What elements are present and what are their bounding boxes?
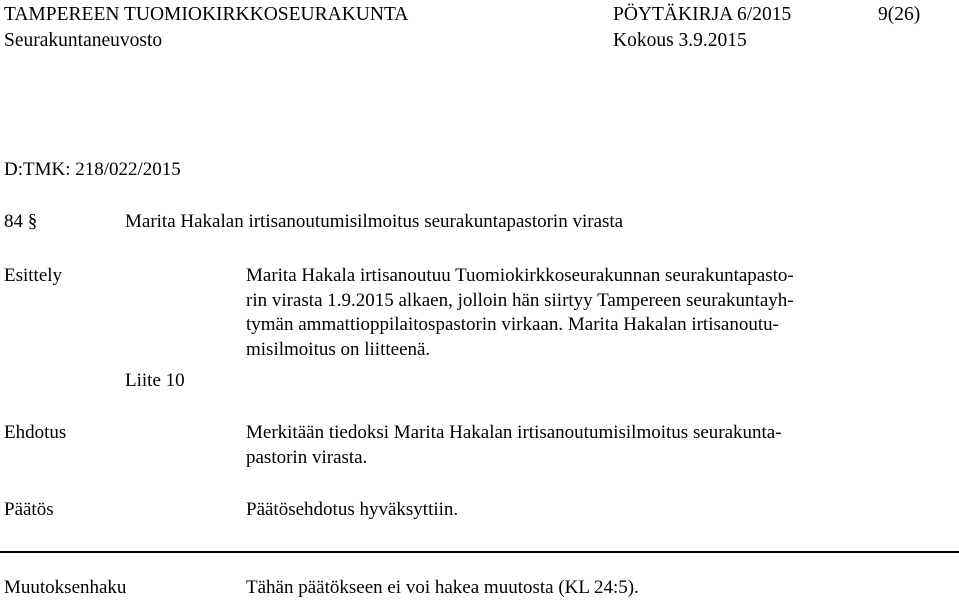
section-divider — [0, 551, 959, 553]
item-title: Marita Hakalan irtisanoutumisilmoitus seurakuntapastorin virasta — [125, 211, 624, 232]
ehdotus-line: Merkitään tiedoksi Marita Hakalan irtisanoutumisilmoitus seurakunta- — [246, 422, 782, 443]
esittely-label: Esittely — [4, 265, 63, 286]
section-sign-icon: § — [27, 211, 38, 232]
paatos-text: Päätösehdotus hyväksyttiin. — [246, 499, 459, 520]
item-number — [4, 210, 37, 235]
ehdotus-line: pastorin virasta. — [246, 446, 368, 468]
organization-name: TAMPEREEN TUOMIOKIRKKOSEURAKUNTA — [4, 4, 409, 25]
meeting-date: Kokous 3.9.2015 — [613, 30, 747, 51]
muutoksenhaku-text: Tähän päätökseen ei voi hakea muutosta (KL 24:5). — [246, 577, 639, 598]
diary-number: D:TMK: 218/022/2015 — [4, 159, 181, 180]
ehdotus-text — [246, 421, 936, 470]
esittely-text — [246, 264, 936, 362]
page-number: 9(26) — [878, 4, 921, 25]
governing-body: Seurakuntaneuvosto — [4, 30, 163, 51]
esittely-line: tymän ammattioppilaitospastorin virkaan. Marita Hakalan irtisanoutu- — [246, 314, 779, 335]
esittely-line: misilmoitus on liitteenä. — [246, 338, 431, 360]
paatos-label: Päätös — [4, 499, 54, 520]
esittely-line: rin virasta 1.9.2015 alkaen, jolloin hän siirtyy Tampereen seurakuntayh- — [246, 289, 794, 311]
esittely-line: Marita Hakala irtisanoutuu Tuomiokirkkoseurakunnan seurakuntapasto- — [246, 265, 794, 286]
ehdotus-label: Ehdotus — [4, 422, 67, 443]
item-number-value: 84 — [4, 211, 23, 232]
muutoksenhaku-label: Muutoksenhaku — [4, 577, 127, 598]
attachment-reference: Liite 10 — [125, 370, 185, 391]
document-type: PÖYTÄKIRJA 6/2015 — [613, 4, 792, 25]
